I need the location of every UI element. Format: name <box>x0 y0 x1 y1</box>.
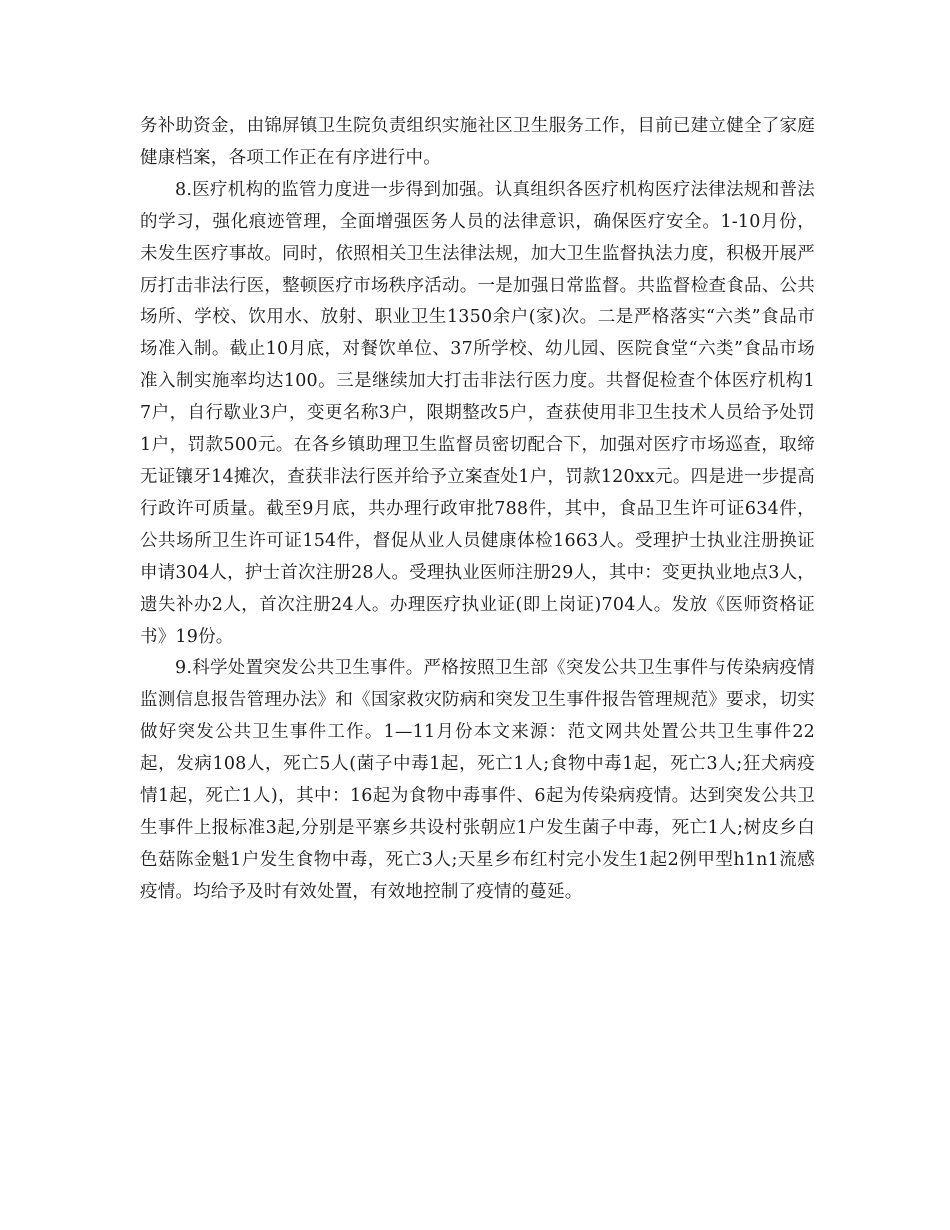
paragraph-item-8-medical-supervision: 8.医疗机构的监管力度进一步得到加强。认真组织各医疗机构医疗法律法规和普法的学习，强化痕迹管理，全面增强医务人员的法律意识，确保医疗安全。1-10月份，未发生医疗事故。同时，依照相关卫生法律法规，加大卫生监督执法力度，积极开展严厉打击非法行医，整顿医疗市场秩序活动。一是加强日常监督。共监督检查食品、公共场所、学校、饮用水、放射、职业卫生1350余户(家)次。二是严格落实“六类”食品市场准入制。截止10月底，对餐饮单位、37所学校、幼儿园、医院食堂“六类”食品市场准入制实施率均达100。三是继续加大打击非法行医力度。共督促检查个体医疗机构17户，自行歇业3户，变更名称3户，限期整改5户，查获使用非卫生技术人员给予处罚1户，罚款500元。在各乡镇助理卫生监督员密切配合下，加强对医疗市场巡查，取缔无证镶牙14摊次，查获非法行医并给予立案查处1户，罚款120xx元。四是进一步提高行政许可质量。截至9月底，共办理行政审批788件，其中，食品卫生许可证634件，公共场所卫生许可证154件，督促从业人员健康体检1663人。受理护士执业注册换证申请304人，护士首次注册28人。受理执业医师注册29人，其中：变更执业地点3人，遗失补办2人，首次注册24人。办理医疗执业证(即上岗证)704人。发放《医师资格证书》19份。 <box>140 179 815 647</box>
document-body <box>140 111 815 909</box>
paragraph-continuation: 务补助资金，由锦屏镇卫生院负责组织实施社区卫生服务工作，目前已建立健全了家庭健康档案，各项工作正在有序进行中。 <box>140 116 815 168</box>
paragraph-item-9-public-health-emergencies: 9.科学处置突发公共卫生事件。严格按照卫生部《突发公共卫生事件与传染病疫情监测信息报告管理办法》和《国家救灾防病和突发卫生事件报告管理规范》要求，切实做好突发公共卫生事件工作。1—11月份本文来源：范文网共处置公共卫生事件22起，发病108人，死亡5人(菌子中毒1起，死亡1人;食物中毒1起，死亡3人;狂犬病疫情1起，死亡1人)，其中：16起为食物中毒事件、6起为传染病疫情。达到突发公共卫生事件上报标准3起,分别是平寨乡共设村张朝应1户发生菌子中毒，死亡1人;树皮乡白色菇陈金魁1户发生食物中毒，死亡3人;天星乡布红村完小发生1起2例甲型h1n1流感疫情。均给予及时有效处置，有效地控制了疫情的蔓延。 <box>140 658 815 902</box>
